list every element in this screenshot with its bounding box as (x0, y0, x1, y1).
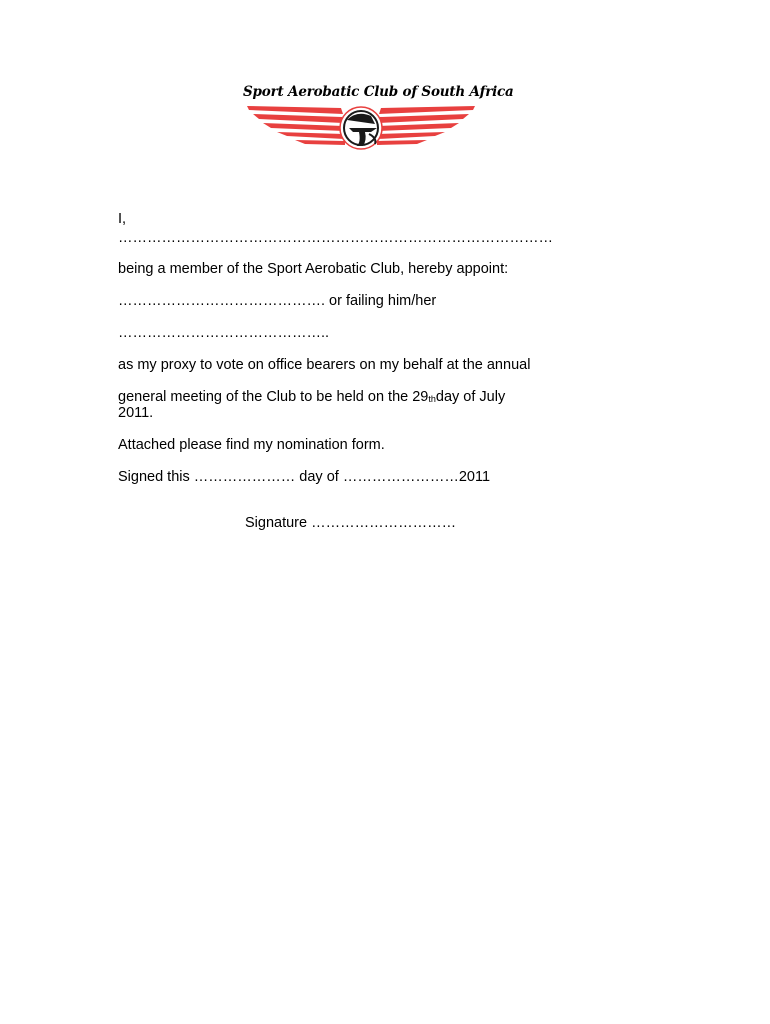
aircraft-emblem (340, 107, 382, 149)
member-statement: being a member of the Sport Aerobatic Club, hereby appoint: (118, 261, 509, 277)
alternate-proxy-blank: …………………………………….. (118, 325, 330, 341)
logo-title: Sport Aerobatic Club of South Africa (243, 84, 514, 100)
club-logo (243, 84, 514, 154)
meeting-text-a: general meeting of the Club to be held on the 29 (118, 389, 429, 405)
meeting-day-suffix: th (428, 394, 436, 404)
meeting-text-b: day of July (435, 389, 506, 405)
signature-line: Signature ………………………… (245, 515, 457, 531)
proxy-name-blank: ……………………………………. or failing him/her (118, 293, 437, 309)
right-wing (377, 106, 475, 145)
signed-date-line: Signed this ………………… day of ……………………2011 (118, 469, 491, 485)
attachment-note: Attached please find my nomination form. (118, 437, 385, 453)
proxy-statement: as my proxy to vote on office bearers on my behalf at the annual (118, 357, 531, 373)
member-name-blank: ……………………………………………………………………………… (118, 230, 553, 246)
declarant-label: I, (118, 211, 127, 227)
left-wing (247, 106, 345, 145)
wings-emblem-icon (243, 98, 479, 154)
meeting-year: 2011. (118, 405, 154, 421)
meeting-statement (118, 389, 505, 408)
